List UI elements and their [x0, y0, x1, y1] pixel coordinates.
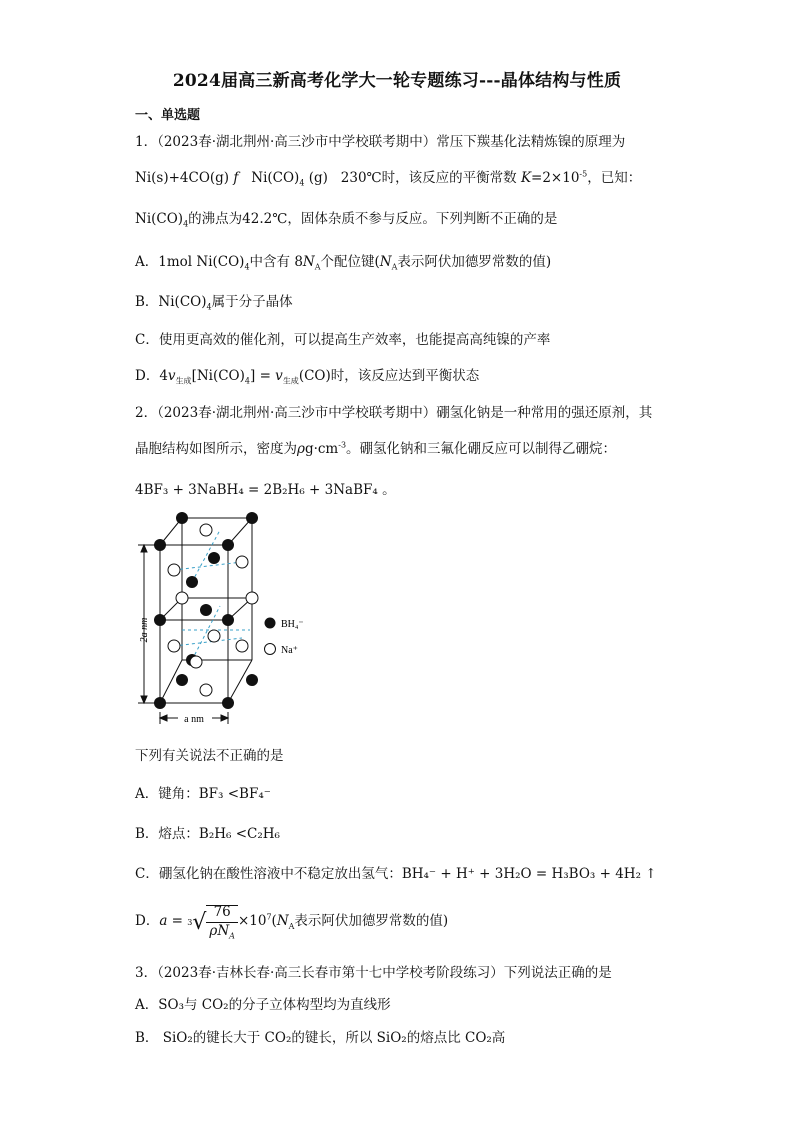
q1-opt-a-end: 表示阿伏加德罗常数的值): [397, 254, 552, 270]
q1-option-d: [135, 364, 479, 387]
na-ion: [190, 656, 202, 668]
q2-stem-line1: 2．（2023春·湖北荆州·高三沙市中学校联考期中）硼氢化钠是一种常用的强还原剂，其: [135, 405, 653, 421]
crystal-cell-diagram: [130, 500, 330, 732]
bh4-ion: [176, 512, 188, 524]
q1-opt-b-pre: B．Ni(CO): [135, 294, 207, 310]
q1-eq-right: Ni(CO): [251, 170, 300, 186]
q2-opt-d-exp: 7: [266, 912, 272, 922]
legend-bh4-label: BH₄⁻: [281, 619, 304, 630]
cube-root-expression: [187, 905, 238, 940]
q1-opt-a-na2: N: [379, 254, 392, 270]
q1-line3-sub: 4: [183, 219, 189, 229]
dim-width-label: a nm: [184, 714, 204, 725]
na-ion: [208, 630, 220, 642]
q1-eq-kval: =2×10: [531, 170, 580, 186]
q1-opt-d-eq: =: [259, 368, 271, 384]
q2-opt-d-end: 表示阿伏加德罗常数的值): [294, 913, 449, 930]
q2-opt-d-a: a: [159, 913, 168, 930]
q1-eq-kexp: -5: [579, 169, 588, 179]
q1-opt-a-mid: 中含有 8: [249, 254, 303, 270]
na-ion: [200, 684, 212, 696]
na-ion: [168, 564, 180, 576]
q2-opt-d-pre: D．: [135, 913, 160, 930]
q2-stem2-rho: ρ: [297, 441, 305, 457]
q1-opt-d-v2: v: [275, 368, 283, 384]
q2-equation: 4BF₃ + 3NaBH₄ = 2B₂H₆ + 3NaBF₄ 。: [135, 482, 396, 498]
legend: [265, 618, 304, 657]
dim-height-label: 2a nm: [139, 617, 150, 643]
radical-sign: √: [192, 909, 207, 935]
q2-option-d: [135, 905, 448, 940]
q2-stem2-post: 。硼氢化钠和三氟化硼反应可以制得乙硼烷：: [346, 441, 617, 457]
q1-opt-d-sp-close: ]: [249, 368, 256, 384]
bh4-ion: [222, 697, 234, 709]
bh4-ion: [246, 674, 258, 686]
legend-na-label: Na⁺: [281, 645, 298, 656]
q1-eq-tail: ，已知：: [587, 170, 642, 186]
q1-eq-right-sub: 4: [299, 178, 305, 188]
q2-opt-d-paren: (: [271, 913, 277, 930]
den-sub: A: [229, 931, 235, 941]
bh4-ion: [176, 674, 188, 686]
q1-eq-left: Ni(s)+4CO(g): [135, 170, 230, 186]
na-ion: [236, 640, 248, 652]
bh4-ion: [186, 576, 198, 588]
bh4-ion: [222, 614, 234, 626]
na-ion: [200, 524, 212, 536]
q1-opt-a-na: N: [302, 254, 315, 270]
q1-line3-species: Ni(CO): [135, 211, 184, 227]
q2-opt-d-mul: ×10: [237, 913, 267, 930]
q1-opt-a-post: 个配位键(: [320, 254, 380, 270]
q1-opt-d-sp: [Ni(CO): [191, 368, 245, 384]
q2-opt-d-eq: =: [167, 913, 188, 930]
bh4-ion: [154, 614, 166, 626]
legend-bh4-marker: [265, 618, 276, 629]
q2-stem2-pre: 晶胞结构如图所示，密度为: [135, 441, 297, 457]
q2-option-b: B．熔点：B₂H₆ <C₂H₆: [135, 826, 280, 842]
q1-eq-cond: 230℃时，该反应的平衡常数: [340, 170, 517, 186]
q1-opt-d-v2sub: 生成: [282, 376, 299, 386]
q1-opt-a-sub: 4: [244, 262, 250, 272]
fraction-denominator: [206, 923, 238, 941]
den-rho: ρ: [209, 922, 218, 939]
q3-option-a: A．SO₃与 CO₂的分子立体构型均为直线形: [135, 997, 391, 1013]
q2-option-a: A．键角：BF₃ <BF₄⁻: [135, 786, 271, 802]
q1-option-a: [135, 250, 551, 272]
q2-stem-line2: [135, 437, 616, 457]
q1-line3: [135, 207, 557, 229]
q2-stem2-exp: -3: [338, 440, 347, 450]
q2-opt-d-na: N: [276, 913, 289, 930]
legend-na-marker: [265, 644, 276, 655]
q1-opt-d-vsub: 生成: [175, 376, 192, 386]
q3-stem: 3．（2023春·吉林长春·高三长春市第十七中学校考阶段练习）下列说法正确的是: [135, 965, 612, 981]
q1-stem: 1．（2023春·湖北荆州·高三沙市中学校联考期中）常压下羰基化法精炼镍的原理为: [135, 134, 626, 150]
bh4-ion: [208, 552, 220, 564]
q1-opt-d-pre: D．4: [135, 368, 168, 384]
q2-question: 下列有关说法不正确的是: [135, 748, 284, 764]
q1-equation: [135, 166, 641, 188]
q1-opt-b-sub: 4: [206, 302, 212, 312]
q1-eq-f: f: [233, 170, 239, 186]
fraction-numerator: 76: [206, 906, 238, 923]
bh4-ion: [222, 539, 234, 551]
fraction: [206, 905, 238, 940]
q1-opt-a-na-sub: A: [314, 262, 321, 272]
q1-opt-a-na2-sub: A: [391, 262, 398, 272]
q2-stem2-unit: g·cm: [304, 441, 339, 457]
q2-option-c: C．硼氢化钠在酸性溶液中不稳定放出氢气：BH₄⁻ + H⁺ + 3H₂O = H₃BO₃ + 4H₂ ↑: [135, 866, 657, 882]
root-index: 3: [187, 918, 193, 928]
bh4-ion: [200, 604, 212, 616]
q1-opt-d-co: (CO)时，该反应达到平衡状态: [298, 368, 480, 384]
na-ion: [236, 556, 248, 568]
section-heading: 一、单选题: [135, 108, 201, 123]
q1-opt-d-v: v: [167, 368, 176, 384]
q1-line3-text: 的沸点为42.2℃，固体杂质不参与反应。下列判断不正确的是: [188, 211, 558, 227]
q2-opt-d-na-sub: A: [288, 921, 295, 931]
q1-opt-d-sp-sub: 4: [244, 376, 250, 386]
na-ion: [168, 640, 180, 652]
den-n: N: [217, 922, 230, 939]
q1-opt-b-post: 属于分子晶体: [211, 294, 293, 310]
na-ion: [176, 592, 188, 604]
q1-eq-g: (g): [308, 170, 328, 186]
q3-option-b: B． SiO₂的键长大于 CO₂的键长，所以 SiO₂的熔点比 CO₂高: [135, 1030, 506, 1046]
q1-option-c: C．使用更高效的催化剂，可以提高生产效率，也能提高高纯镍的产率: [135, 332, 551, 348]
page-title: 2024届高三新高考化学大一轮专题练习---晶体结构与性质: [172, 71, 622, 91]
q1-opt-a-pre: A．1mol Ni(CO): [135, 254, 245, 270]
q1-eq-k: K: [520, 170, 532, 186]
na-ion: [246, 592, 258, 604]
bh4-ion: [246, 512, 258, 524]
q1-option-b: [135, 290, 293, 312]
